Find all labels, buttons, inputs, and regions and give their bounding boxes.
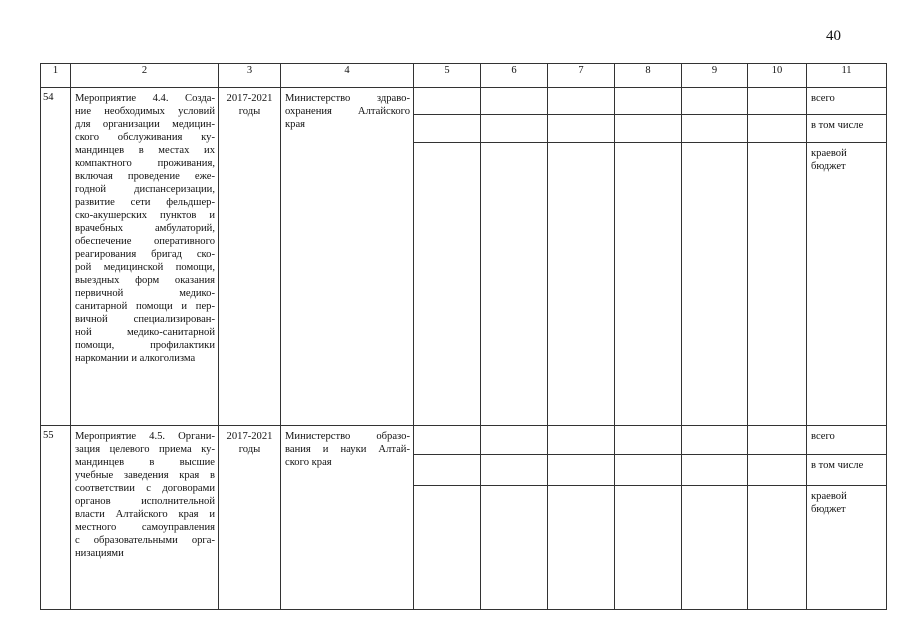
text-line: местного самоуправления bbox=[75, 522, 215, 533]
text-line: первичной медико- bbox=[75, 288, 215, 299]
value-cell bbox=[682, 143, 748, 426]
row-number: 55 bbox=[41, 426, 71, 610]
text-line: соответствии с договорами bbox=[75, 483, 215, 494]
value-cell bbox=[548, 88, 615, 115]
text-line: органов исполнительной bbox=[75, 496, 215, 507]
value-cell bbox=[615, 455, 682, 486]
value-cell bbox=[748, 115, 807, 143]
text-line: Мероприятие 4.4. Созда- bbox=[75, 93, 215, 104]
text-line: обеспечение оперативного bbox=[75, 236, 215, 247]
value-cell bbox=[615, 486, 682, 610]
value-cell bbox=[548, 426, 615, 455]
source-regional-line: бюджет bbox=[811, 504, 846, 515]
measure-description bbox=[71, 426, 219, 610]
header-cell-9: 9 bbox=[682, 64, 748, 88]
header-cell-5: 5 bbox=[414, 64, 481, 88]
header-cell-7: 7 bbox=[548, 64, 615, 88]
text-line: ского обслуживания ку- bbox=[75, 132, 215, 143]
text-line: для организации медицин- bbox=[75, 119, 215, 130]
table-row-54 bbox=[41, 88, 887, 115]
value-cell bbox=[481, 143, 548, 426]
text-line: учебные заведения края в bbox=[75, 470, 215, 481]
value-cell bbox=[748, 455, 807, 486]
value-cell bbox=[481, 426, 548, 455]
source-total bbox=[807, 88, 887, 115]
text-line: годной диспансеризации, bbox=[75, 184, 215, 195]
text-line: реагирования бригад ско- bbox=[75, 249, 215, 260]
header-cell-8: 8 bbox=[615, 64, 682, 88]
value-cell bbox=[748, 426, 807, 455]
value-cell bbox=[682, 115, 748, 143]
program-table bbox=[40, 63, 887, 610]
value-cell bbox=[414, 486, 481, 610]
value-cell bbox=[682, 455, 748, 486]
text-line: компактного проживания, bbox=[75, 158, 215, 169]
value-cell bbox=[548, 143, 615, 426]
text-line: ского края bbox=[285, 457, 332, 468]
header-cell-11: 11 bbox=[807, 64, 887, 88]
header-cell-3: 3 bbox=[219, 64, 281, 88]
text-line: с образовательными орга- bbox=[75, 535, 215, 546]
text-line: вания и науки Алтай- bbox=[285, 444, 410, 455]
text-line: края bbox=[285, 119, 306, 130]
text-line: власти Алтайского края и bbox=[75, 509, 215, 520]
value-cell bbox=[481, 88, 548, 115]
text-line: Министерство образо- bbox=[285, 431, 410, 442]
text-line: вичной специализирован- bbox=[75, 314, 215, 325]
value-cell bbox=[481, 115, 548, 143]
value-cell bbox=[414, 115, 481, 143]
source-total-label: всего bbox=[811, 431, 835, 442]
header-cell-1: 1 bbox=[41, 64, 71, 88]
table-row-55 bbox=[41, 426, 887, 455]
text-line: ско-акушерских пунктов и bbox=[75, 210, 215, 221]
value-cell bbox=[481, 455, 548, 486]
value-cell bbox=[414, 426, 481, 455]
source-total bbox=[807, 426, 887, 455]
text-line: зация целевого приема ку- bbox=[75, 444, 215, 455]
value-cell bbox=[414, 143, 481, 426]
value-cell bbox=[682, 88, 748, 115]
text-line: ние необходимых условий bbox=[75, 106, 215, 117]
value-cell bbox=[548, 486, 615, 610]
source-regional-line: краевой bbox=[811, 148, 847, 159]
value-cell bbox=[481, 486, 548, 610]
value-cell bbox=[682, 486, 748, 610]
value-cell bbox=[748, 486, 807, 610]
text-line: мандинцев в местах их bbox=[75, 145, 215, 156]
value-cell bbox=[548, 115, 615, 143]
value-cell bbox=[615, 88, 682, 115]
period-cell bbox=[219, 426, 281, 610]
text-line: включая проведение еже- bbox=[75, 171, 215, 182]
text-line: мандинцев в высшие bbox=[75, 457, 215, 468]
row-number: 54 bbox=[41, 88, 71, 426]
source-regional bbox=[807, 486, 887, 610]
value-cell bbox=[615, 115, 682, 143]
value-cell bbox=[682, 426, 748, 455]
page-number: 40 bbox=[826, 28, 841, 44]
value-cell bbox=[748, 143, 807, 426]
value-cell bbox=[414, 88, 481, 115]
period-years: 2017-2021 bbox=[226, 93, 273, 104]
text-line: помощи, профилактики bbox=[75, 340, 215, 351]
value-cell bbox=[748, 88, 807, 115]
source-including bbox=[807, 455, 887, 486]
value-cell bbox=[615, 143, 682, 426]
source-including bbox=[807, 115, 887, 143]
source-including-label: в том числе bbox=[811, 120, 864, 131]
source-regional-line: краевой bbox=[811, 491, 847, 502]
text-line: наркомании и алкоголизма bbox=[75, 353, 196, 364]
header-cell-10: 10 bbox=[748, 64, 807, 88]
text-line: Министерство здраво- bbox=[285, 93, 410, 104]
text-line: рой медицинской помощи, bbox=[75, 262, 215, 273]
period-cell bbox=[219, 88, 281, 426]
source-regional-line: бюджет bbox=[811, 161, 846, 172]
text-line: низациями bbox=[75, 548, 124, 559]
source-including-label: в том числе bbox=[811, 460, 864, 471]
period-unit: годы bbox=[238, 106, 261, 117]
text-line: охранения Алтайского bbox=[285, 106, 410, 117]
value-cell bbox=[414, 455, 481, 486]
header-cell-6: 6 bbox=[481, 64, 548, 88]
text-line: выездных форм оказания bbox=[75, 275, 215, 286]
value-cell bbox=[615, 426, 682, 455]
executor-cell bbox=[281, 426, 414, 610]
period-years: 2017-2021 bbox=[226, 431, 273, 442]
text-line: развитие сети фельдшер- bbox=[75, 197, 215, 208]
executor-cell bbox=[281, 88, 414, 426]
period-unit: годы bbox=[238, 444, 261, 455]
header-row bbox=[41, 64, 887, 88]
text-line: Мероприятие 4.5. Органи- bbox=[75, 431, 215, 442]
source-regional bbox=[807, 143, 887, 426]
source-total-label: всего bbox=[811, 93, 835, 104]
measure-description bbox=[71, 88, 219, 426]
header-cell-2: 2 bbox=[71, 64, 219, 88]
text-line: врачебных амбулаторий, bbox=[75, 223, 215, 234]
value-cell bbox=[548, 455, 615, 486]
text-line: ной медико-санитарной bbox=[75, 327, 215, 338]
text-line: санитарной помощи и пер- bbox=[75, 301, 215, 312]
header-cell-4: 4 bbox=[281, 64, 414, 88]
